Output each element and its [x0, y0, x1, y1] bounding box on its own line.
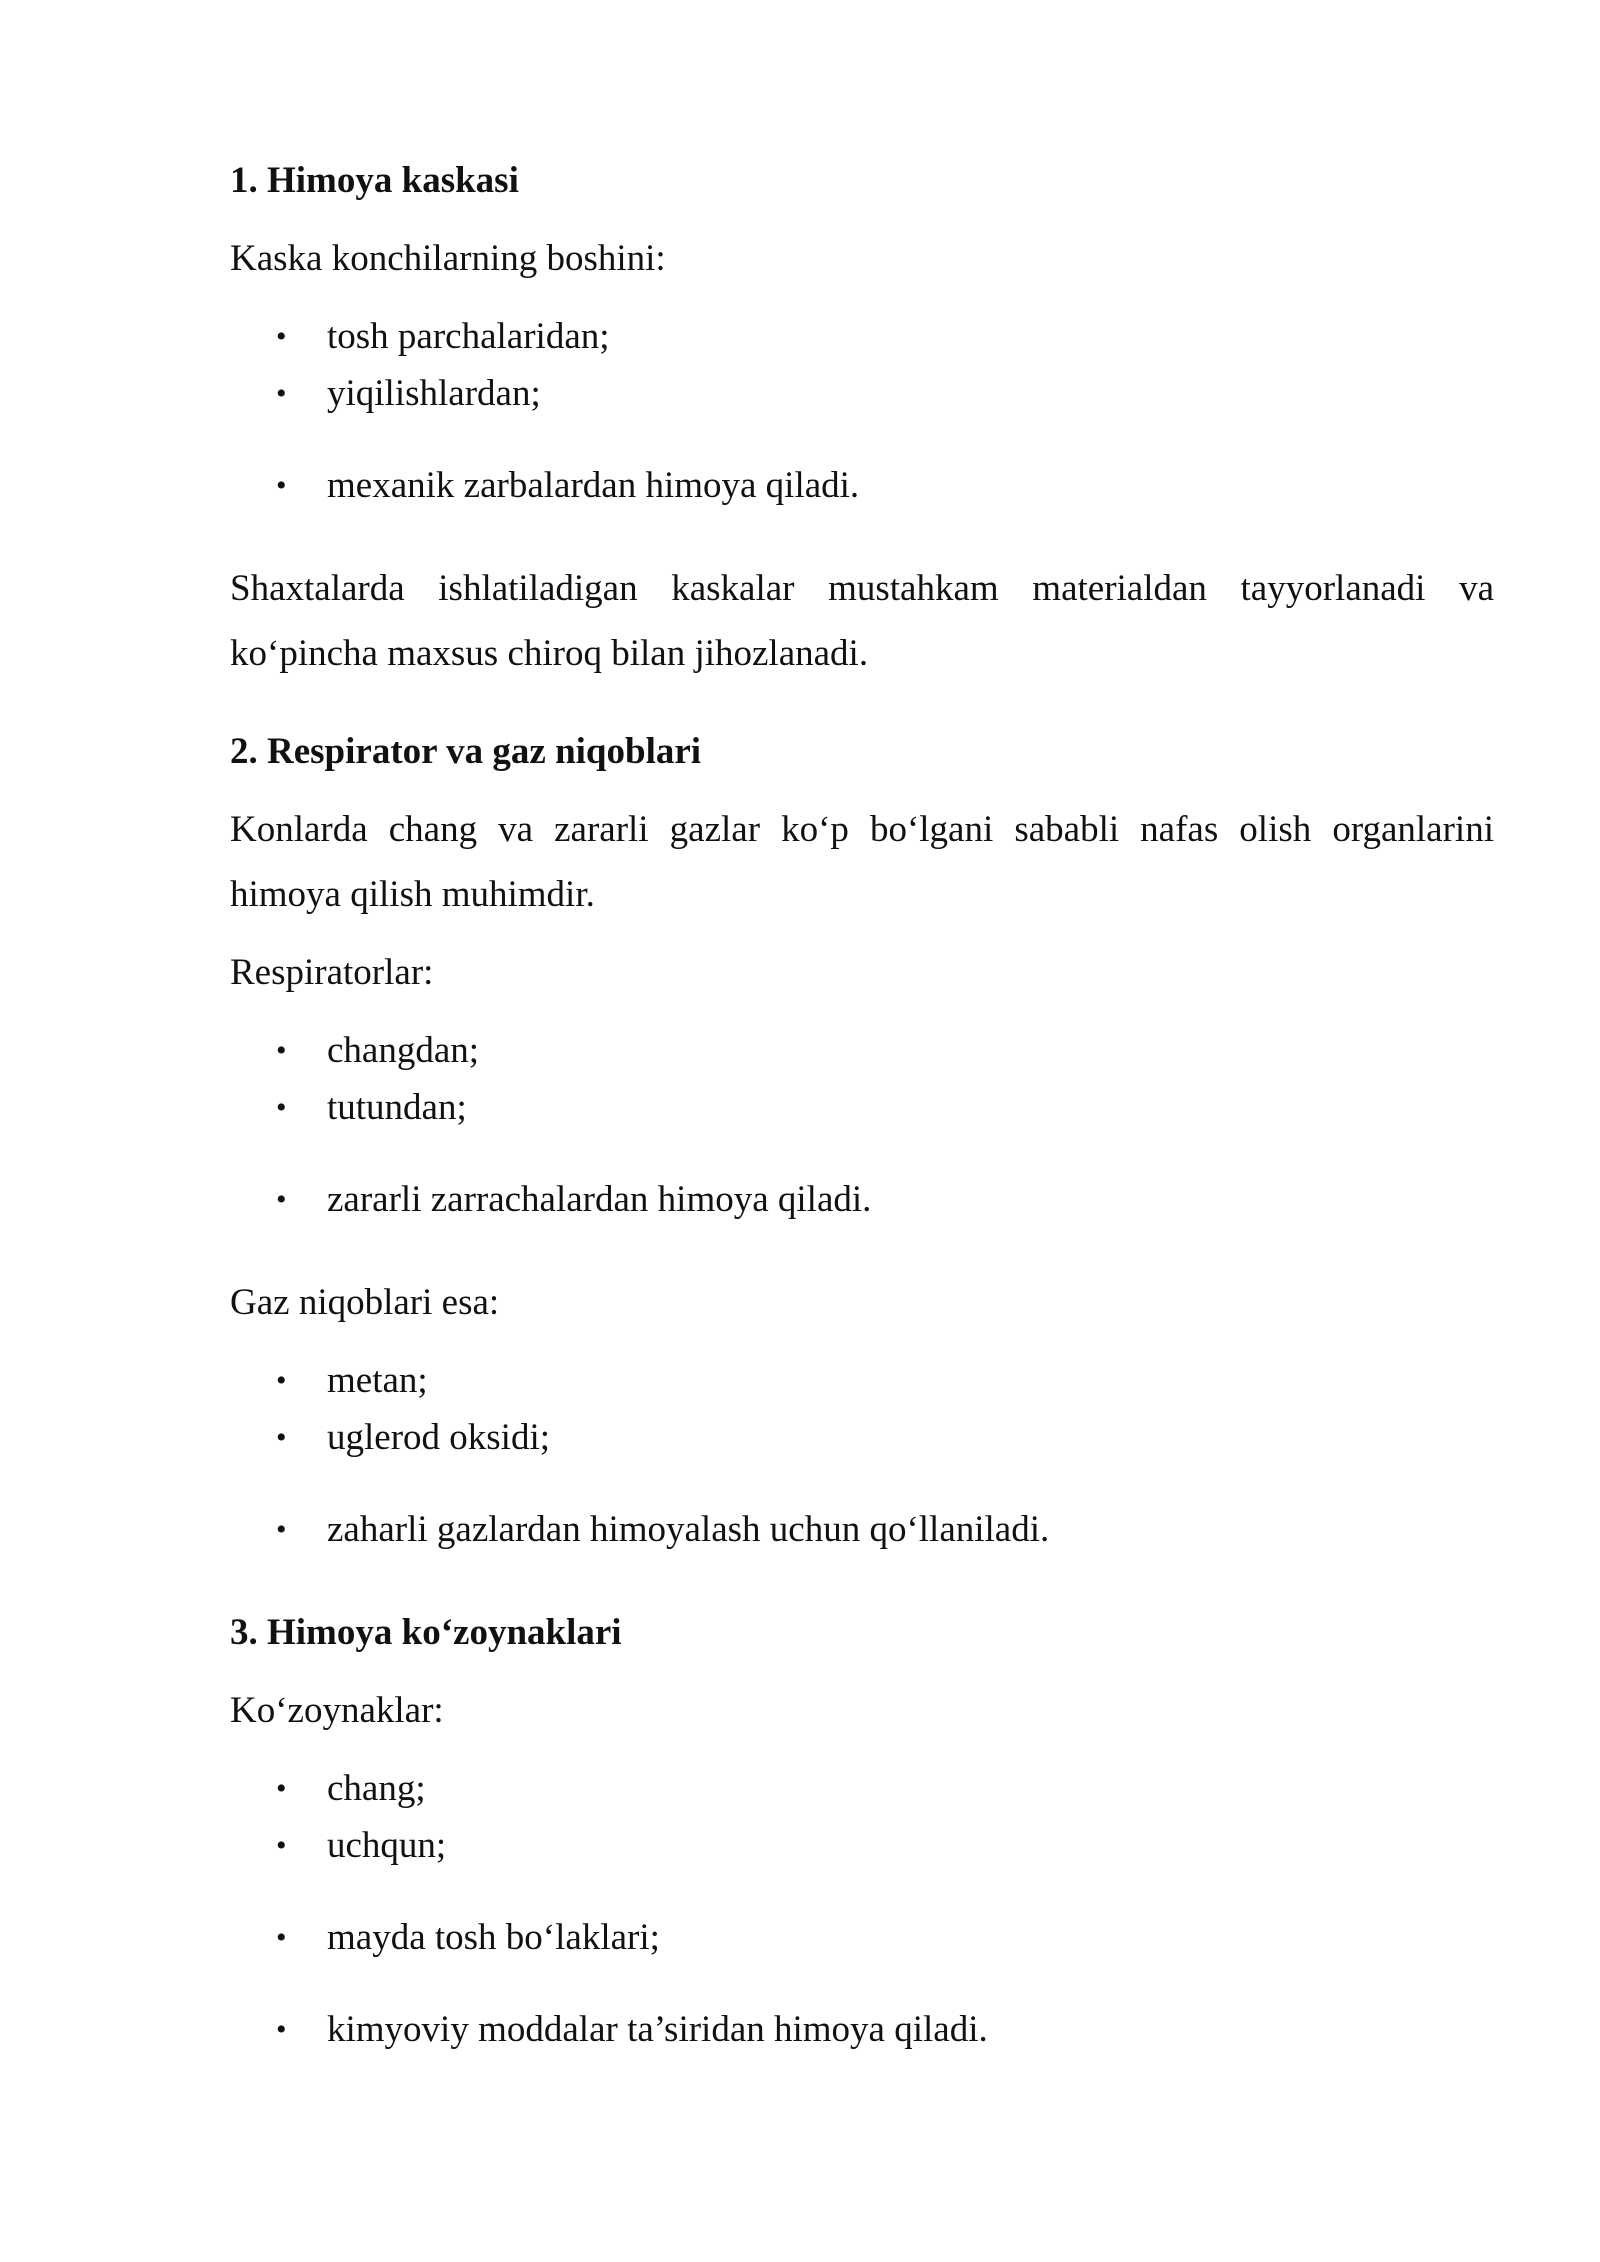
- bullet-list: [230, 1018, 1494, 1232]
- list-item-text: mayda tosh bo‘laklari;: [327, 1917, 660, 1958]
- list-item-text: zaharli gazlardan himoyalash uchun qo‘llaniladi.: [327, 1509, 1050, 1550]
- bullet-list: [230, 1756, 1494, 2062]
- list-item: [230, 361, 1494, 426]
- body-paragraph: Shaxtalarda ishlatiladigan kaskalar mustahkam materialdan tayyorlanadi va ko‘pincha maxsus chiroq bilan jihozlanadi.: [230, 568, 1494, 674]
- bullet-icon: •: [276, 1513, 287, 1546]
- list-item: [230, 1018, 1494, 1083]
- list-item-text: zararli zarrachalardan himoya qiladi.: [327, 1179, 872, 1220]
- list-item-text: mexanik zarbalardan himoya qiladi.: [327, 465, 860, 506]
- list-item: [230, 304, 1494, 369]
- intro-text: Kaska konchilarning boshini:: [230, 238, 666, 279]
- list-item: [230, 1348, 1494, 1413]
- bullet-icon: •: [276, 1921, 287, 1954]
- bullet-list: [230, 304, 1494, 518]
- bullet-icon: •: [276, 1421, 287, 1454]
- intro-text: Respiratorlar:: [230, 952, 434, 993]
- list-item-text: uglerod oksidi;: [327, 1417, 551, 1458]
- list-item: [230, 1075, 1494, 1140]
- section-heading: 2. Respirator va gaz niqoblari: [230, 731, 702, 772]
- list-item-text: yiqilishlardan;: [327, 373, 541, 414]
- section-heading: 1. Himoya kaskasi: [230, 160, 519, 201]
- section-heading: 3. Himoya ko‘zoynaklari: [230, 1612, 622, 1653]
- list-item: [230, 453, 1494, 518]
- body-paragraph: Konlarda chang va zararli gazlar ko‘p bo‘lgani sababli nafas olish organlarini himoya qilish muhimdir.: [230, 809, 1494, 915]
- list-item-text: tutundan;: [327, 1087, 467, 1128]
- bullet-icon: •: [276, 377, 287, 410]
- bullet-icon: •: [276, 320, 287, 353]
- list-item: [230, 1497, 1494, 1562]
- list-item-text: changdan;: [327, 1030, 480, 1071]
- bullet-icon: •: [276, 1829, 287, 1862]
- list-item: [230, 1405, 1494, 1470]
- list-item-text: tosh parchalaridan;: [327, 316, 610, 357]
- bullet-icon: •: [276, 2013, 287, 2046]
- bullet-icon: •: [276, 1183, 287, 1216]
- list-item: [230, 1997, 1494, 2062]
- bullet-list: [230, 1348, 1494, 1562]
- intro-text: Ko‘zoynaklar:: [230, 1690, 444, 1731]
- document-page: [230, 148, 1494, 2062]
- intro-text: Gaz niqoblari esa:: [230, 1282, 500, 1323]
- list-item-text: metan;: [327, 1360, 428, 1401]
- list-item-text: kimyoviy moddalar ta’siridan himoya qiladi.: [327, 2009, 988, 2050]
- bullet-icon: •: [276, 469, 287, 502]
- list-item: [230, 1756, 1494, 1821]
- list-item: [230, 1905, 1494, 1970]
- list-item-text: uchqun;: [327, 1825, 447, 1866]
- bullet-icon: •: [276, 1034, 287, 1067]
- bullet-icon: •: [276, 1364, 287, 1397]
- bullet-icon: •: [276, 1772, 287, 1805]
- list-item-text: chang;: [327, 1768, 426, 1809]
- list-item: [230, 1813, 1494, 1878]
- list-item: [230, 1167, 1494, 1232]
- bullet-icon: •: [276, 1091, 287, 1124]
